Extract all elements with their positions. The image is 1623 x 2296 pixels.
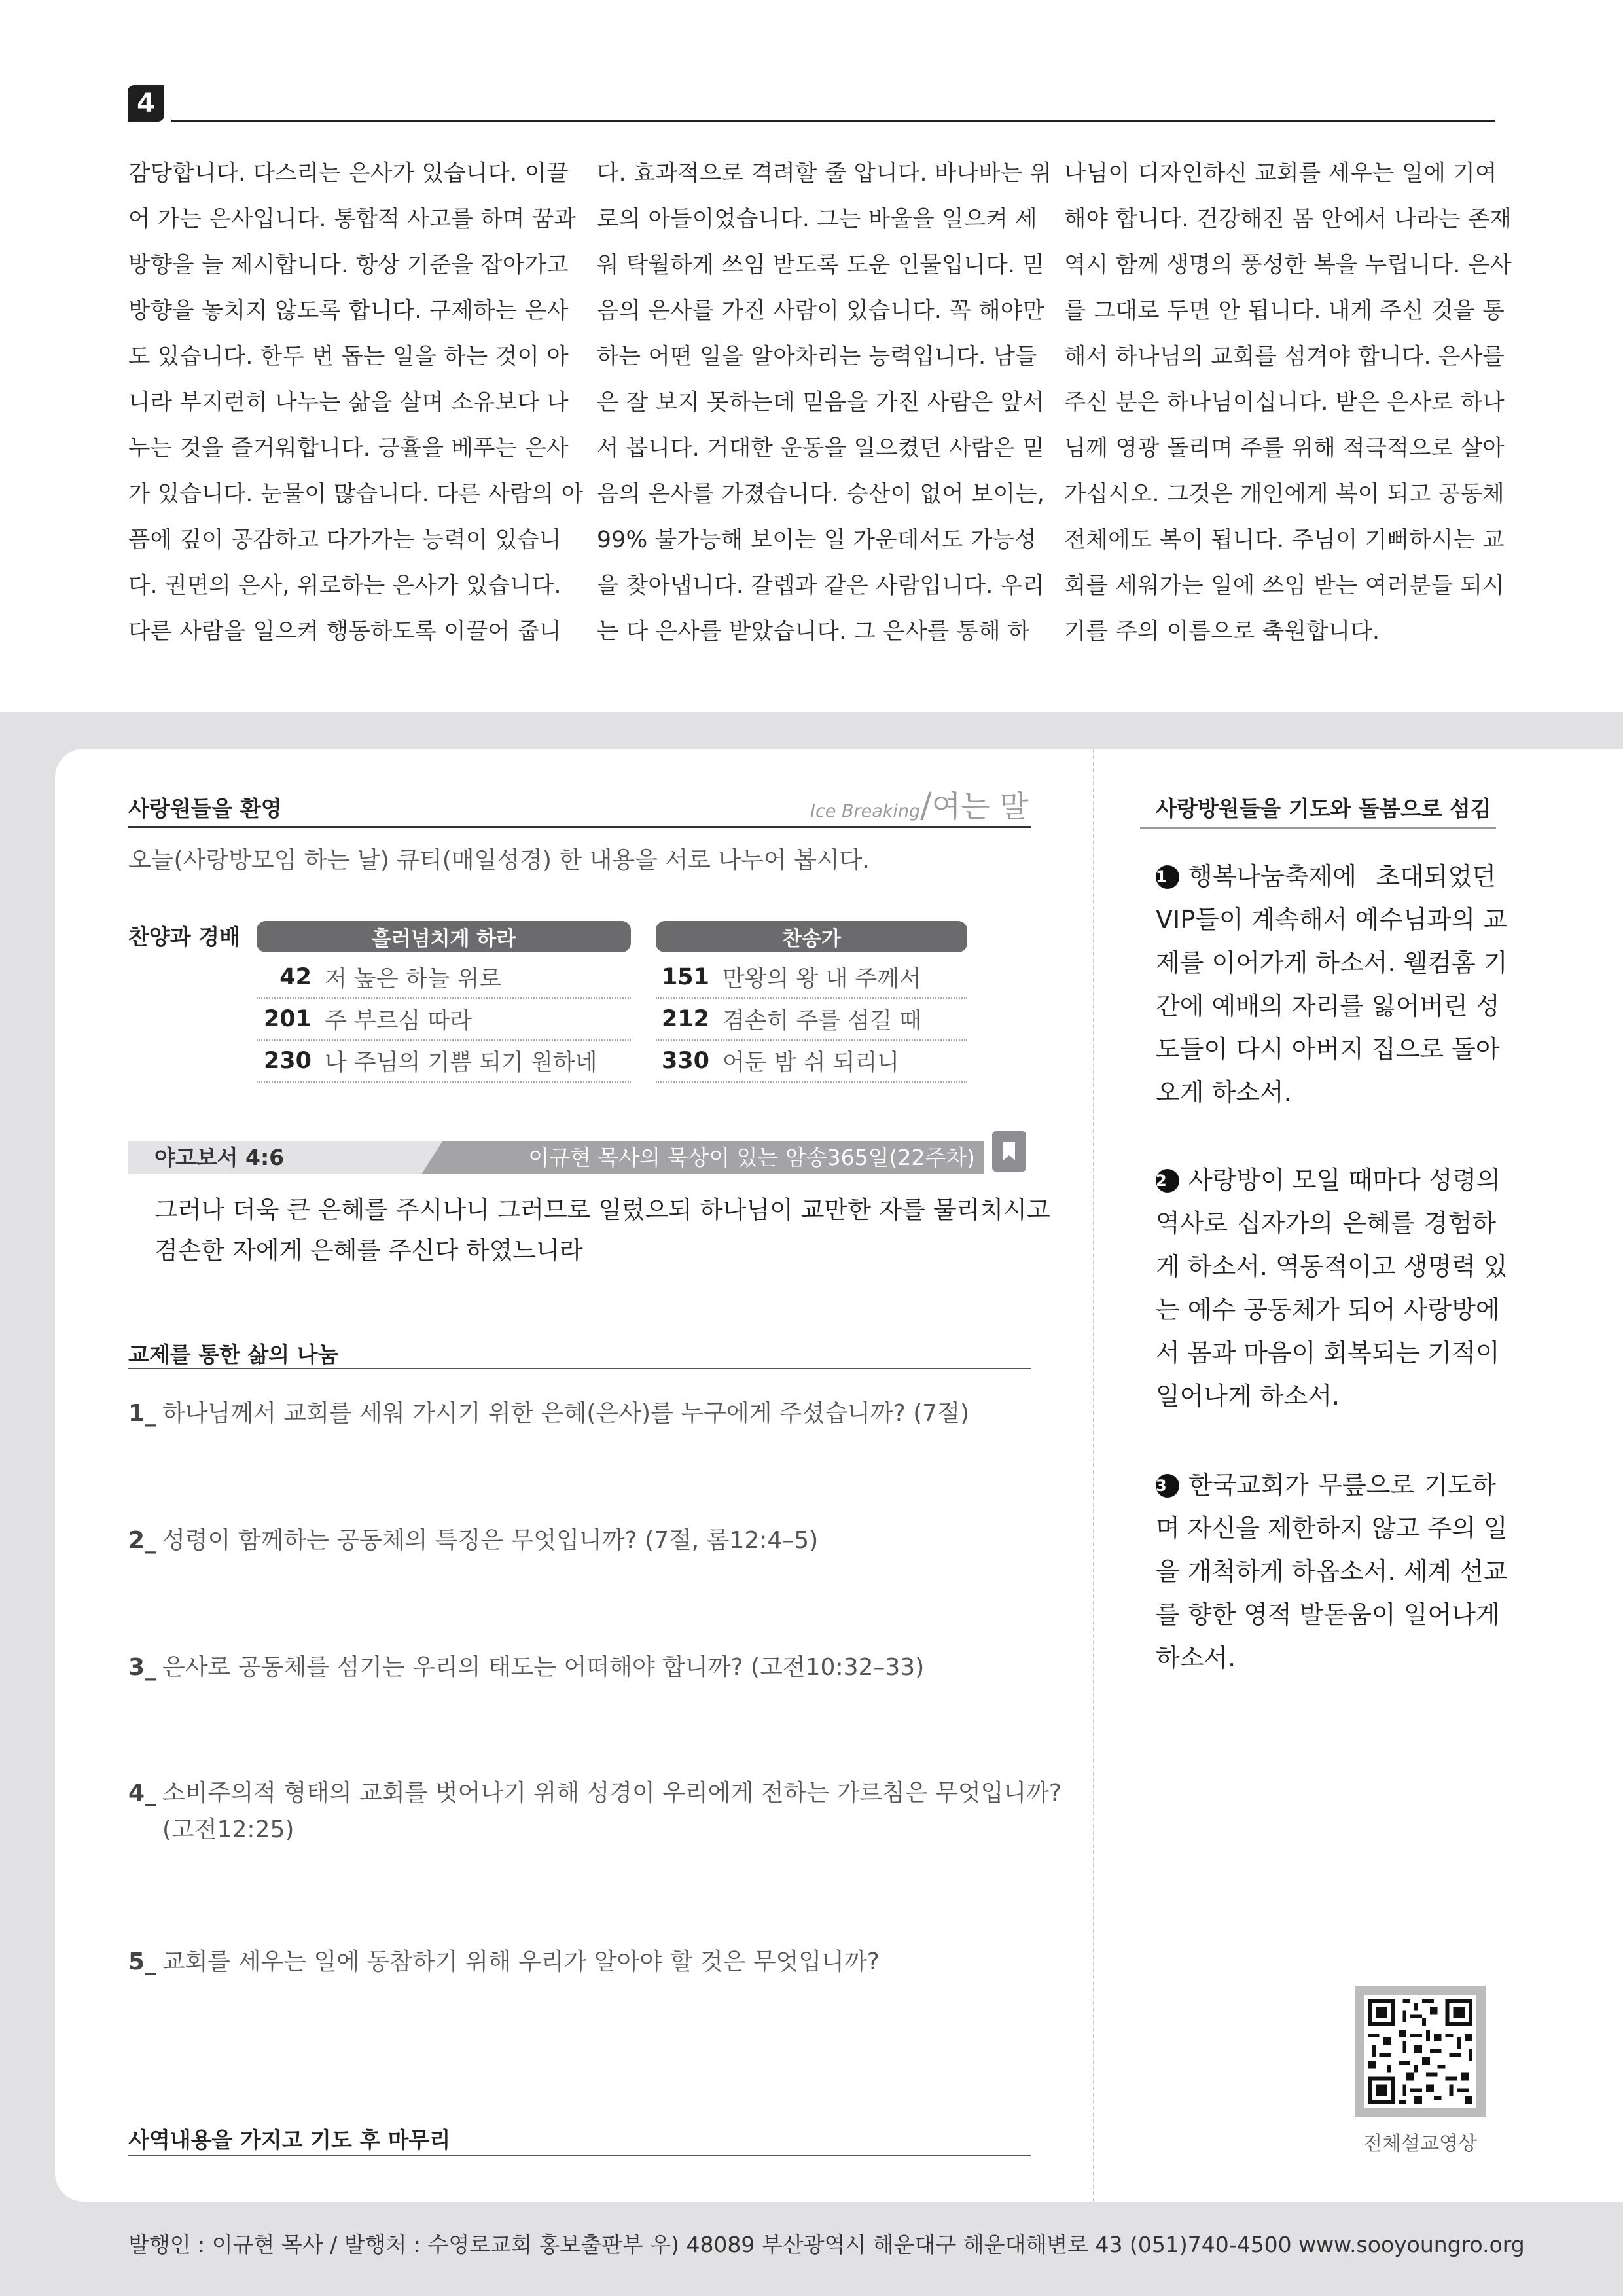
closing-rule <box>128 2155 1031 2156</box>
verse-line: 그러나 더욱 큰 은혜를 주시나니 그러므로 일렀으되 하나님이 교만한 자를 물리치시고 <box>154 1196 1050 1224</box>
ice-breaking-slash: / <box>920 786 932 825</box>
ice-breaking-label <box>810 783 1029 826</box>
question-3 <box>128 1649 924 1686</box>
article-line: 니라 부지런히 나누는 삶을 살며 소유보다 나 <box>128 389 569 416</box>
hymn-row <box>257 957 631 999</box>
hymn-row <box>257 1041 631 1083</box>
hymn-title: 겸손히 주를 섬길 때 <box>722 1008 921 1034</box>
prayer-line: 는 예수 공동체가 되어 사랑방에 <box>1156 1295 1500 1324</box>
article-line: 님께 영광 돌리며 주를 위해 적극적으로 살아 <box>1064 435 1505 461</box>
article-line: 음의 은사를 가졌습니다. 승산이 없어 보이는, <box>597 481 1045 507</box>
qr-code[interactable] <box>1355 1986 1486 2117</box>
hymns-left-list <box>257 957 631 1083</box>
question-text: 은사로 공동체를 섬기는 우리의 태도는 어떠해야 합니까? (고전10:32–33) <box>162 1654 925 1681</box>
prayer-line: 일어나게 하소서. <box>1156 1382 1340 1410</box>
prayer-rule <box>1140 827 1496 829</box>
prayer-title: 사랑방원들을 기도와 돌봄으로 섬김 <box>1156 796 1491 821</box>
qr-caption: 전체설교영상 <box>1363 2132 1477 2155</box>
sharing-title: 교제를 통한 삶의 나눔 <box>128 1342 339 1367</box>
hymn-row <box>656 957 967 999</box>
article-line: 회를 세워가는 일에 쓰임 받는 여러분들 되시 <box>1064 573 1505 599</box>
article-line: 픔에 깊이 공감하고 다가가는 능력이 있습니 <box>128 527 562 553</box>
article-line: 워 탁월하게 쓰임 받도록 도운 인물입니다. 믿 <box>597 252 1045 278</box>
prayer-line: 를 향한 영적 발돋움이 일어나게 <box>1156 1600 1500 1629</box>
prayer-line: 한국교회가 무릎으로 기도하 <box>1188 1471 1496 1499</box>
ice-breaking-en: Ice Breaking <box>810 801 921 821</box>
question-text: 소비주의적 형태의 교회를 벗어나기 위해 성경이 우리에게 전하는 가르침은 무엇입니까? <box>162 1780 1062 1806</box>
article-line: 를 그대로 두면 안 됩니다. 내게 주신 것을 통 <box>1064 298 1505 324</box>
question-number: 5_ <box>128 1948 157 1975</box>
question-number: 4_ <box>128 1780 157 1806</box>
hymns-label: 찬양과 경배 <box>128 924 240 950</box>
hymn-number: 151 <box>661 964 709 990</box>
prayer-item-2 <box>1156 1158 1508 1418</box>
publisher-footer: 발행인 : 이규현 목사 / 발행처 : 수영로교회 홍보출판부 우) 48089 부산광역시 해운대구 해운대해변로 43 (051)740-4500 www.sooyoungro.org <box>128 2232 1525 2257</box>
ice-breaking-ko: 여는 말 <box>931 789 1029 824</box>
hymn-row <box>656 1041 967 1083</box>
hymns-right-list <box>656 957 967 1083</box>
hymn-number: 42 <box>279 964 312 990</box>
article-line: 로의 아들이었습니다. 그는 바울을 일으켜 세 <box>597 206 1037 232</box>
prayer-line: 며 자신을 제한하지 않고 주의 일 <box>1156 1514 1508 1543</box>
article-column-2 <box>597 151 1052 655</box>
prayer-line: 간에 예배의 자리를 잃어버린 성 <box>1156 992 1500 1020</box>
hymn-number: 330 <box>661 1048 709 1074</box>
hymn-title: 나 주님의 기쁨 되기 원하네 <box>325 1050 597 1076</box>
article-column-1 <box>128 151 584 655</box>
question-5 <box>128 1944 880 1981</box>
article-column-3 <box>1064 151 1512 655</box>
question-text: 하나님께서 교회를 세워 가시기 위한 은혜(은사)를 누구에게 주셨습니까? (7절) <box>162 1400 970 1427</box>
number-bullet-icon: 1 <box>1156 865 1179 889</box>
article-line: 가십시오. 그것은 개인에게 복이 되고 공동체 <box>1064 481 1505 507</box>
article-line: 다른 사람을 일으켜 행동하도록 이끌어 줍니 <box>128 619 562 645</box>
closing-title: 사역내용을 가지고 기도 후 마무리 <box>128 2127 451 2153</box>
hymns-right-header: 찬송가 <box>656 921 967 952</box>
prayer-item-1 <box>1156 855 1508 1114</box>
article-line: 어 가는 은사입니다. 통합적 사고를 하며 꿈과 <box>128 206 577 232</box>
prayer-line: 사랑방이 모일 때마다 성령의 <box>1188 1166 1501 1194</box>
hymn-title: 주 부르심 따라 <box>325 1008 473 1034</box>
article-line: 감당합니다. 다스리는 은사가 있습니다. 이끌 <box>128 160 569 187</box>
article-line: 다. 효과적으로 격려할 줄 압니다. 바나바는 위 <box>597 160 1052 187</box>
column-divider <box>1093 749 1094 2202</box>
prayer-line: 오게 하소서. <box>1156 1078 1292 1107</box>
article-line: 해서 하나님의 교회를 섬겨야 합니다. 은사를 <box>1064 344 1505 370</box>
article-line: 은 잘 보지 못하는데 믿음을 가진 사람은 앞서 <box>597 389 1045 416</box>
prayer-line: VIP들이 계속해서 예수님과의 교 <box>1156 905 1507 934</box>
article-line: 하는 어떤 일을 알아차리는 능력입니다. 남들 <box>597 344 1037 370</box>
article-line: 누는 것을 즐거워합니다. 긍휼을 베푸는 은사 <box>128 435 569 461</box>
prayer-line: 서 몸과 마음이 회복되는 기적이 <box>1156 1338 1500 1367</box>
prayer-item-3 <box>1156 1463 1508 1679</box>
prayer-line: 게 하소서. 역동적이고 생명력 있 <box>1156 1252 1508 1281</box>
prayer-line: 하소서. <box>1156 1643 1236 1672</box>
header-rule <box>171 120 1495 122</box>
article-line: 음의 은사를 가진 사람이 있습니다. 꼭 해야만 <box>597 298 1045 324</box>
ice-breaking-text: 오늘(사랑방모임 하는 날) 큐티(매일성경) 한 내용을 서로 나누어 봅시다. <box>128 847 870 874</box>
verse-line: 겸손한 자에게 은혜를 주신다 하였느니라 <box>154 1236 583 1265</box>
article-line: 다. 권면의 은사, 위로하는 은사가 있습니다. <box>128 573 562 599</box>
qr-code-icon <box>1364 1995 1476 2108</box>
hymn-number: 212 <box>661 1006 709 1032</box>
article-line: 주신 분은 하나님이십니다. 받은 은사로 하나 <box>1064 389 1505 416</box>
question-2 <box>128 1522 818 1559</box>
number-bullet-icon: 2 <box>1156 1169 1179 1193</box>
article-line: 방향을 늘 제시합니다. 항상 기준을 잡아가고 <box>128 252 569 278</box>
prayer-line: 도들이 다시 아버지 집으로 돌아 <box>1156 1035 1500 1064</box>
article-line: 도 있습니다. 한두 번 돕는 일을 하는 것이 아 <box>128 344 569 370</box>
article-line: 는 다 은사를 받았습니다. 그 은사를 통해 하 <box>597 619 1030 645</box>
bookmark-icon <box>992 1131 1026 1172</box>
question-1 <box>128 1395 969 1432</box>
article-line: 서 봅니다. 거대한 운동을 일으켰던 사람은 믿 <box>597 435 1045 461</box>
article-line: 가 있습니다. 눈물이 많습니다. 다른 사람의 아 <box>128 481 584 507</box>
question-text: (고전12:25) <box>162 1816 294 1843</box>
article-line: 해야 합니다. 건강해진 몸 안에서 나라는 존재 <box>1064 206 1512 232</box>
hymn-number: 230 <box>263 1048 312 1074</box>
question-number: 3_ <box>128 1654 157 1681</box>
hymn-row <box>656 999 967 1041</box>
page-number: 4 <box>128 85 164 122</box>
welcome-rule <box>128 826 1031 828</box>
article-line: 전체에도 복이 됩니다. 주님이 기뻐하시는 교 <box>1064 527 1505 553</box>
prayer-line: 행복나눔축제에 초대되었던 <box>1188 862 1496 891</box>
article-line: 역시 함께 생명의 풍성한 복을 누립니다. 은사 <box>1064 252 1512 278</box>
question-4 <box>128 1775 1061 1848</box>
hymn-number: 201 <box>263 1006 312 1032</box>
verse-series-title: 이규현 목사의 묵상이 있는 암송365일(22주차) <box>528 1145 975 1170</box>
number-bullet-icon: 3 <box>1156 1474 1179 1498</box>
question-number: 1_ <box>128 1400 157 1427</box>
prayer-line: 역사로 십자가의 은혜를 경험하 <box>1156 1209 1496 1238</box>
hymn-title: 만왕의 왕 내 주께서 <box>722 966 921 992</box>
question-text: 성령이 함께하는 공동체의 특징은 무엇입니까? (7절, 롬12:4–5) <box>162 1527 819 1554</box>
article-line: 99% 불가능해 보이는 일 가운데서도 가능성 <box>597 527 1037 553</box>
article-line: 나님이 디자인하신 교회를 세우는 일에 기여 <box>1064 160 1497 187</box>
article-line: 방향을 놓치지 않도록 합니다. 구제하는 은사 <box>128 298 569 324</box>
verse-reference: 야고보서 4:6 <box>154 1145 285 1170</box>
sharing-rule <box>128 1368 1031 1369</box>
welcome-title: 사랑원들을 환영 <box>128 796 282 821</box>
hymn-title: 저 높은 하늘 위로 <box>325 966 502 992</box>
hymn-title: 어둔 밤 쉬 되리니 <box>722 1050 900 1076</box>
question-number: 2_ <box>128 1527 157 1554</box>
hymn-row <box>257 999 631 1041</box>
question-text: 교회를 세우는 일에 동참하기 위해 우리가 알아야 할 것은 무엇입니까? <box>162 1948 880 1975</box>
article-line: 기를 주의 이름으로 축원합니다. <box>1064 619 1380 645</box>
prayer-line: 을 개척하게 하옵소서. 세계 선교 <box>1156 1557 1508 1586</box>
hymns-left-header: 흘러넘치게 하라 <box>257 921 631 952</box>
article-line: 을 찾아냅니다. 갈렙과 같은 사람입니다. 우리 <box>597 573 1045 599</box>
prayer-line: 제를 이어가게 하소서. 웰컴홈 기 <box>1156 948 1508 977</box>
